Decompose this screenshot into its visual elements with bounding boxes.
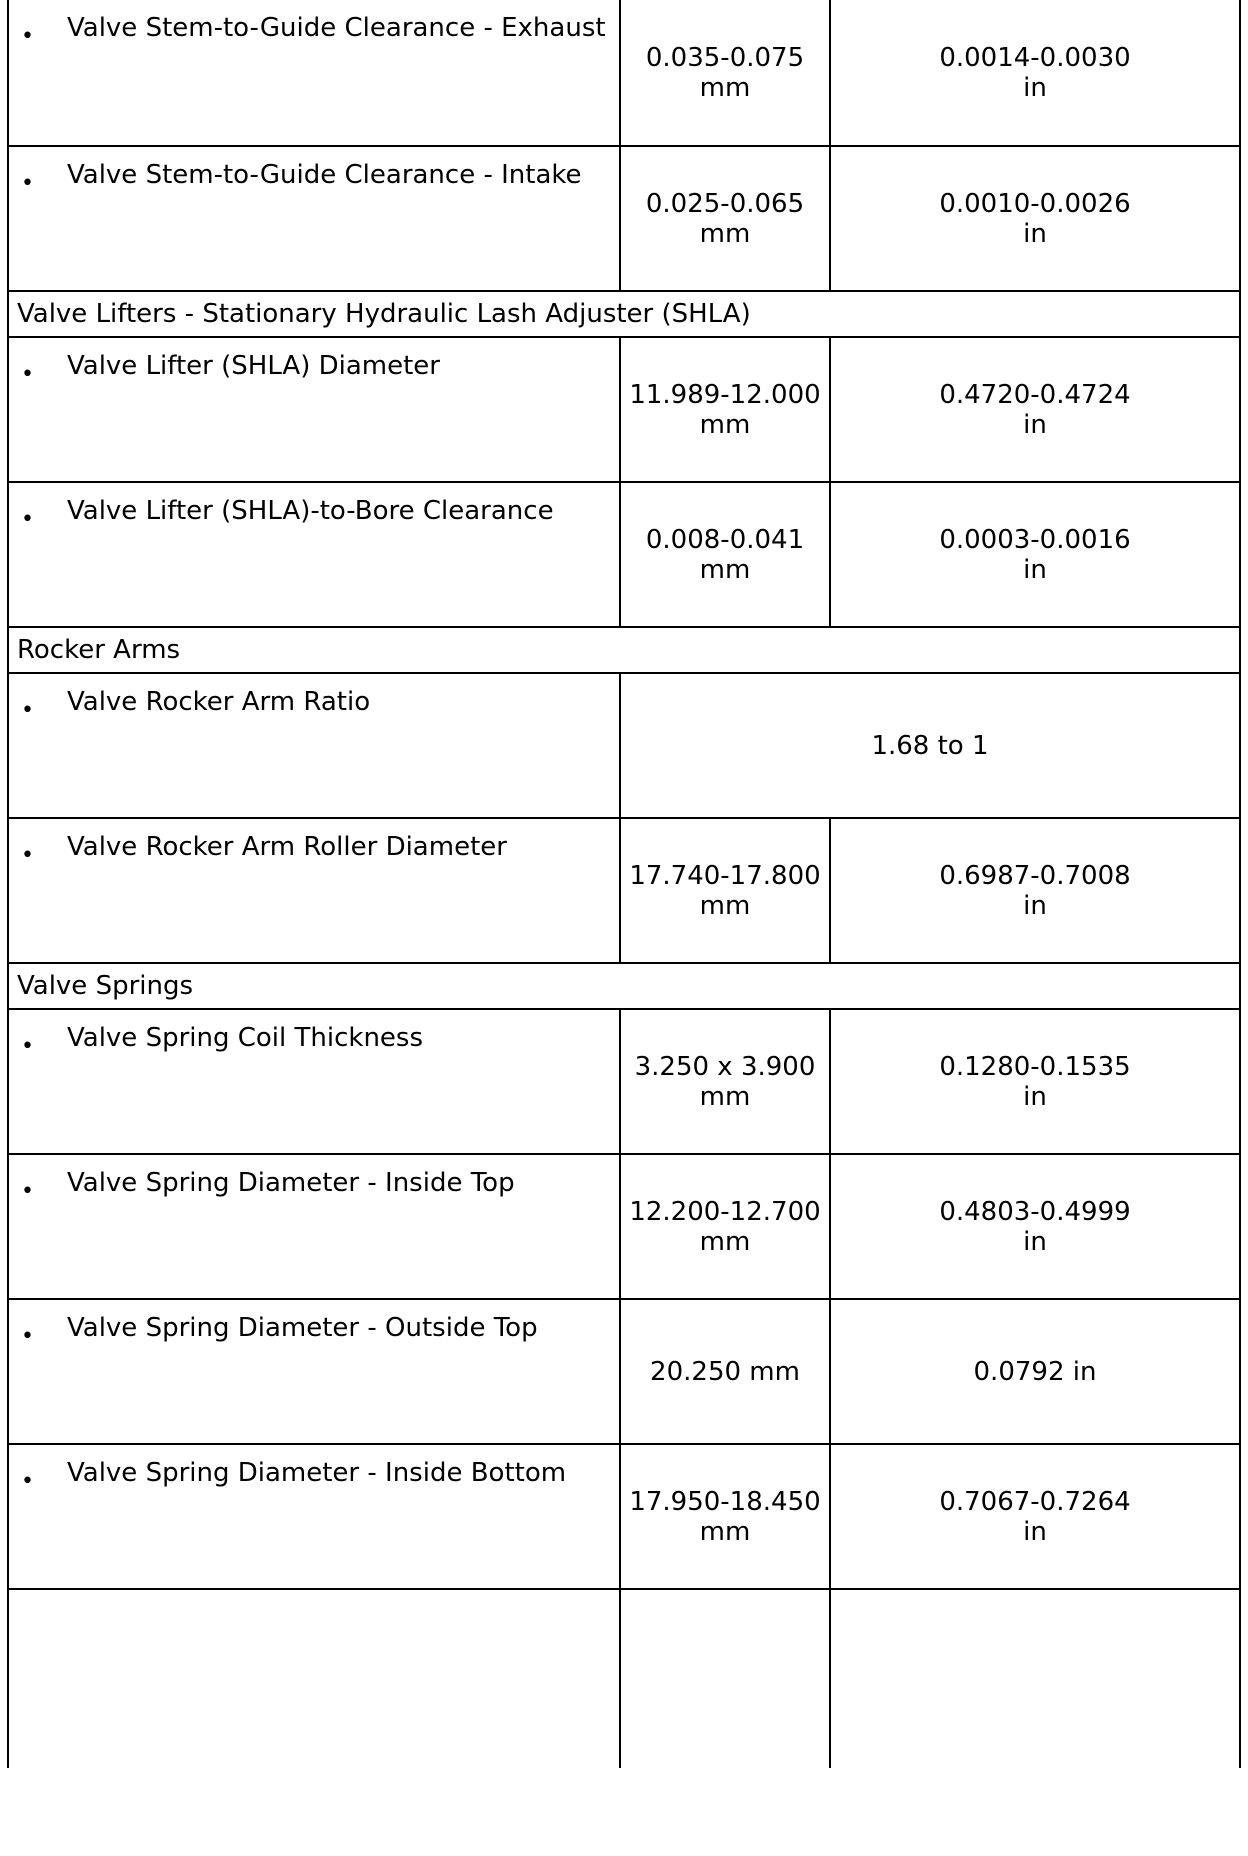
metric-value: 20.250 mm <box>650 1356 800 1387</box>
imperial-unit: in <box>1023 1081 1047 1112</box>
spec-label-cell <box>9 483 619 626</box>
metric-unit: mm <box>699 554 751 585</box>
imperial-value-cell <box>829 1010 1239 1153</box>
metric-value-cell <box>619 1300 829 1443</box>
metric-value-cell <box>619 1010 829 1153</box>
spec-label-cell <box>9 1300 619 1443</box>
metric-value: 12.200-12.700 <box>629 1196 821 1227</box>
imperial-value: 0.6987-0.7008 <box>939 860 1131 891</box>
table-row <box>7 817 1241 962</box>
bullet-icon: • <box>21 1179 34 1204</box>
table-row <box>7 672 1241 817</box>
metric-unit: mm <box>699 218 751 249</box>
imperial-value: 0.0792 in <box>973 1356 1097 1387</box>
imperial-unit: in <box>1023 72 1047 103</box>
section-header-row <box>7 290 1241 336</box>
imperial-value-cell <box>829 0 1239 145</box>
metric-value: 0.008-0.041 <box>645 524 805 555</box>
metric-value-cell <box>619 338 829 481</box>
imperial-value-cell <box>829 147 1239 290</box>
table-row <box>7 1153 1241 1298</box>
metric-value-cell <box>619 1445 829 1588</box>
imperial-value-cell <box>829 483 1239 626</box>
metric-unit: mm <box>699 1081 751 1112</box>
metric-unit: mm <box>699 1516 751 1547</box>
imperial-value: 0.7067-0.7264 <box>939 1486 1131 1517</box>
metric-value-cell <box>619 819 829 962</box>
metric-value-cell <box>619 0 829 145</box>
imperial-value-cell <box>829 1155 1239 1298</box>
imperial-value: 0.0003-0.0016 <box>939 524 1131 555</box>
spec-label-cell <box>9 1010 619 1153</box>
bullet-icon: • <box>21 843 34 868</box>
imperial-unit: in <box>1023 890 1047 921</box>
spec-label: Valve Lifter (SHLA) Diameter <box>67 351 440 381</box>
spec-label: Valve Spring Diameter - Outside Top <box>67 1313 538 1343</box>
imperial-unit: in <box>1023 218 1047 249</box>
metric-value-cell <box>619 147 829 290</box>
section-title: Valve Springs <box>17 971 194 1001</box>
imperial-value-cell <box>829 1445 1239 1588</box>
imperial-value-cell <box>829 338 1239 481</box>
imperial-value-cell <box>829 1590 1239 1768</box>
imperial-value: 0.0014-0.0030 <box>939 42 1131 73</box>
table-row <box>7 145 1241 290</box>
imperial-unit: in <box>1023 1226 1047 1257</box>
metric-value: 17.950-18.450 <box>629 1486 821 1517</box>
metric-unit: mm <box>699 890 751 921</box>
metric-value: 11.989-12.000 <box>629 379 821 410</box>
bullet-icon: • <box>21 1469 34 1494</box>
table-row <box>7 0 1241 145</box>
table-row-partial <box>7 1588 1241 1768</box>
imperial-value-cell <box>829 1300 1239 1443</box>
imperial-value: 0.0010-0.0026 <box>939 188 1131 219</box>
metric-value: 0.035-0.075 <box>645 42 805 73</box>
section-header-row <box>7 626 1241 672</box>
spec-label: Valve Stem-to-Guide Clearance - Intake <box>67 160 582 190</box>
ratio-value: 1.68 to 1 <box>871 730 989 761</box>
section-title: Valve Lifters - Stationary Hydraulic Lash Adjuster (SHLA) <box>17 299 751 329</box>
metric-value: 3.250 x 3.900 <box>634 1051 816 1082</box>
imperial-value: 0.1280-0.1535 <box>939 1051 1131 1082</box>
spec-label: Valve Rocker Arm Ratio <box>67 687 371 717</box>
spec-label-cell <box>9 0 619 145</box>
imperial-value-cell <box>829 819 1239 962</box>
table-row <box>7 1298 1241 1443</box>
spec-label-cell <box>9 147 619 290</box>
spec-label: Valve Lifter (SHLA)-to-Bore Clearance <box>67 496 554 526</box>
spec-label-cell <box>9 1155 619 1298</box>
spec-label: Valve Spring Coil Thickness <box>67 1023 424 1053</box>
metric-unit: mm <box>699 72 751 103</box>
section-title: Rocker Arms <box>17 635 181 665</box>
spec-label-cell <box>9 1445 619 1588</box>
spec-table <box>7 0 1241 1856</box>
metric-unit: mm <box>699 409 751 440</box>
bullet-icon: • <box>21 698 34 723</box>
spec-label-cell <box>9 674 619 817</box>
bullet-icon: • <box>21 24 34 49</box>
section-header-row <box>7 962 1241 1008</box>
bullet-icon: • <box>21 1034 34 1059</box>
bullet-icon: • <box>21 1324 34 1349</box>
imperial-value: 0.4720-0.4724 <box>939 379 1131 410</box>
imperial-unit: in <box>1023 554 1047 585</box>
bullet-icon: • <box>21 362 34 387</box>
spec-label: Valve Rocker Arm Roller Diameter <box>67 832 507 862</box>
bullet-icon: • <box>21 507 34 532</box>
imperial-unit: in <box>1023 409 1047 440</box>
spec-label-cell <box>9 338 619 481</box>
metric-value-cell <box>619 1155 829 1298</box>
metric-value-cell <box>619 483 829 626</box>
spec-label: Valve Stem-to-Guide Clearance - Exhaust <box>67 13 606 43</box>
table-row <box>7 1443 1241 1588</box>
ratio-value-cell <box>619 674 1239 817</box>
imperial-value: 0.4803-0.4999 <box>939 1196 1131 1227</box>
bullet-icon: • <box>21 171 34 196</box>
spec-label: Valve Spring Diameter - Inside Bottom <box>67 1458 567 1488</box>
table-row <box>7 481 1241 626</box>
metric-unit: mm <box>699 1226 751 1257</box>
metric-value: 17.740-17.800 <box>629 860 821 891</box>
table-row <box>7 1008 1241 1153</box>
metric-value: 0.025-0.065 <box>645 188 805 219</box>
spec-label-cell <box>9 819 619 962</box>
metric-value-cell <box>619 1590 829 1768</box>
spec-label: Valve Spring Diameter - Inside Top <box>67 1168 515 1198</box>
imperial-unit: in <box>1023 1516 1047 1547</box>
table-row <box>7 336 1241 481</box>
